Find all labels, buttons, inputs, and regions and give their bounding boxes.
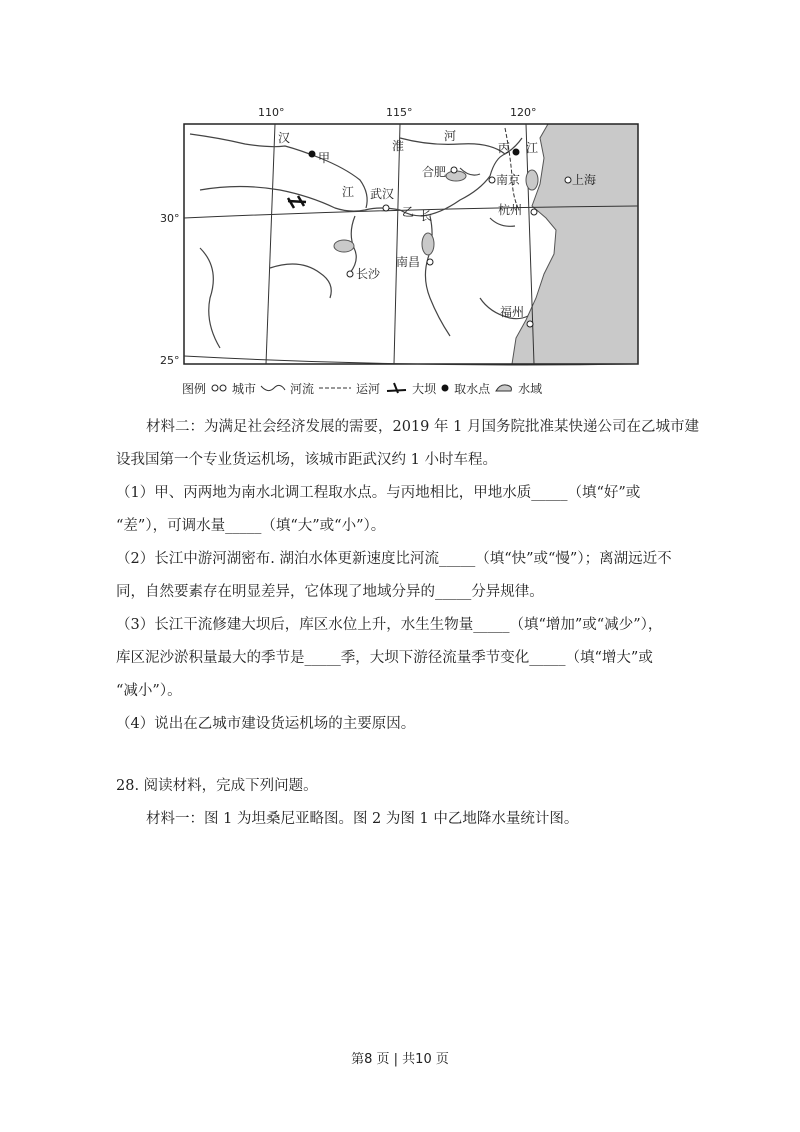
- label-han: 汉: [278, 131, 291, 145]
- material-two-line-1: 材料二：为满足社会经济发展的需要，2019 年 1 月国务院批准某快递公司在乙城市建: [146, 419, 699, 435]
- label-wuhan: 武汉: [370, 187, 395, 201]
- label-nanjing: 南京: [496, 173, 521, 187]
- label-nanchang: 南昌: [396, 255, 421, 269]
- question-3-line-2: 库区泥沙淤积量最大的季节是_____季，大坝下游径流量季节变化_____（填“增大”或: [116, 650, 653, 666]
- legend-title: 图例: [182, 381, 207, 396]
- lake-dongting: [334, 240, 354, 252]
- question-2-line-2: 同，自然要素存在明显差异，它体现了地域分异的_____分异规律。: [116, 584, 544, 600]
- label-jia: 甲: [318, 151, 331, 165]
- lon-label-110: 110°: [258, 106, 285, 119]
- legend-intake: 取水点: [454, 381, 491, 396]
- lake-taihu: [526, 170, 538, 190]
- label-hefei: 合肥: [422, 165, 447, 179]
- label-bing: 丙: [498, 141, 511, 155]
- label-he: 河: [444, 129, 457, 143]
- intake-point-bing: [513, 149, 520, 156]
- intake-point-icon: [440, 383, 450, 393]
- legend-canal: 运河: [356, 381, 381, 396]
- china-river-map: [160, 98, 640, 398]
- intake-point-jia: [309, 151, 316, 158]
- lon-label-120: 120°: [510, 106, 537, 119]
- legend-river: 河流: [290, 381, 315, 396]
- label-jiang-mid: 江: [342, 185, 355, 199]
- label-jiang-top: 江: [526, 141, 539, 155]
- sea-area: [512, 124, 638, 364]
- material-one-line: 材料一：图 1 为坦桑尼亚略图。图 2 为图 1 中乙地降水量统计图。: [146, 811, 579, 827]
- map-svg: [160, 98, 640, 398]
- label-hangzhou: 杭州: [498, 203, 523, 217]
- question-3-line-1: （3）长江干流修建大坝后，库区水位上升，水生生物量_____（填“增加”或“减少”），: [116, 617, 663, 633]
- label-changsha: 长沙: [356, 267, 381, 281]
- lon-label-115: 115°: [386, 106, 413, 119]
- question-2-line-1: （2）长江中游河湖密布. 湖泊水体更新速度比河流_____（填“快”或“慢”）；离湖远近不: [116, 551, 672, 567]
- map-legend: [182, 379, 642, 397]
- label-huai: 淮: [392, 139, 405, 153]
- material-two-line-2: 设我国第一个专业货运机场，该城市距武汉约 1 小时车程。: [116, 452, 497, 468]
- canal-symbol-icon: [318, 383, 352, 393]
- question-4: （4）说出在乙城市建设货运机场的主要原因。: [116, 716, 416, 732]
- dam-icon: [384, 381, 408, 395]
- lake-poyang: [422, 233, 434, 255]
- question-1-line-2: “差”），可调水量_____（填“大”或“小”）。: [116, 518, 386, 534]
- label-fuzhou: 福州: [500, 305, 525, 319]
- label-chang: 长: [420, 209, 433, 223]
- grand-canal: [505, 128, 518, 208]
- label-shanghai: 上海: [572, 173, 597, 187]
- legend-city: 城市: [232, 381, 257, 396]
- city-symbol-icon: [210, 383, 228, 393]
- question-1-line-1: （1）甲、丙两地为南水北调工程取水点。与丙地相比，甲地水质_____（填“好”或: [116, 485, 641, 501]
- river-symbol-icon: [260, 382, 286, 394]
- lat-label-25: 25°: [160, 354, 180, 367]
- legend-water: 水域: [518, 381, 543, 396]
- rivers: [190, 134, 528, 348]
- question-28-heading: 28. 阅读材料，完成下列问题。: [116, 778, 318, 794]
- legend-dam: 大坝: [412, 381, 437, 396]
- question-3-line-3: “减小”）。: [116, 683, 182, 699]
- lat-label-30: 30°: [160, 212, 180, 225]
- page-footer: 第8 页 | 共10 页: [351, 1052, 449, 1067]
- label-yi: 乙: [402, 205, 415, 219]
- water-area-icon: [494, 382, 514, 394]
- dam-symbol: [288, 196, 306, 208]
